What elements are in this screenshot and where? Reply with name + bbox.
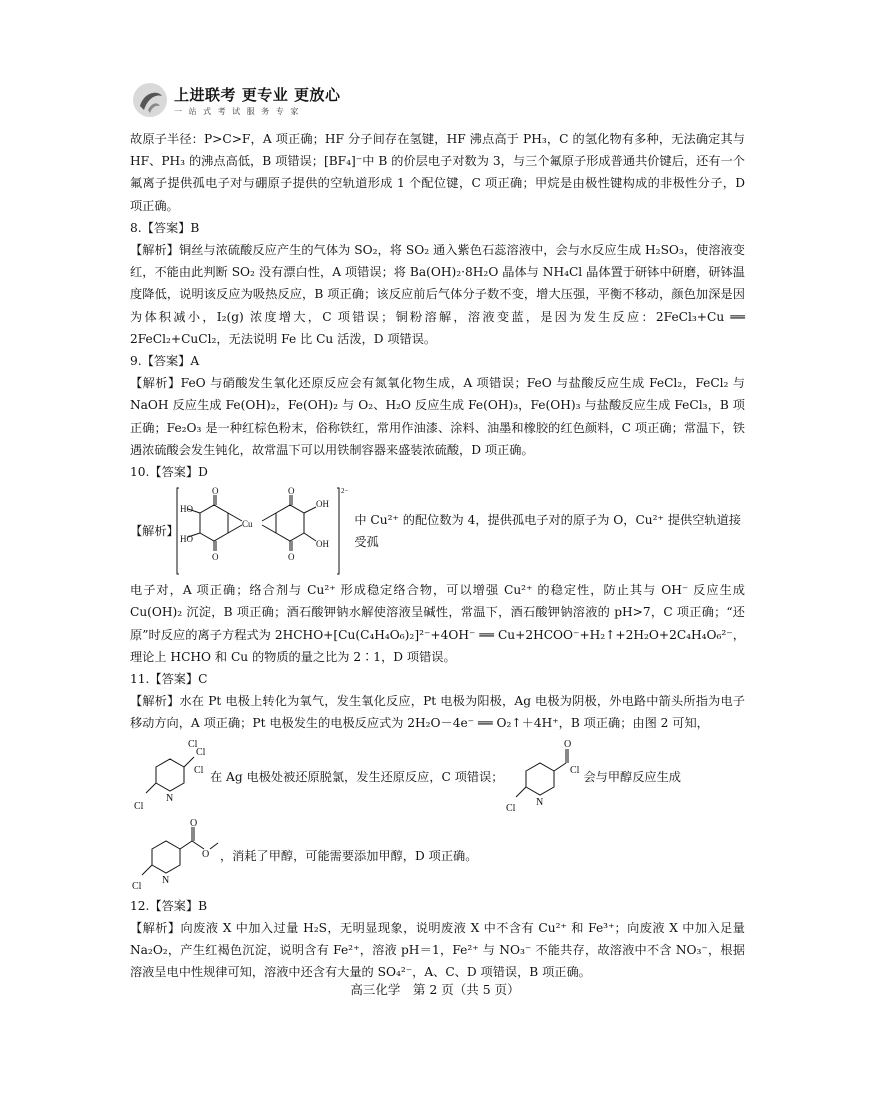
chlorine-label: Cl [505,802,515,814]
oxygen-label: O [212,486,219,497]
copper-tartrate-complex-structure [176,485,354,577]
q11-end-text: ，消耗了甲醇，可能需要添加甲醇，D 项正确。 [220,848,478,863]
hydroxyl-label: HO [180,504,194,515]
answer-q9: 9.【答案】A [130,354,200,369]
q11-ester-row [130,819,745,893]
answer-q12: 12.【答案】B [130,898,208,913]
copper-label: Cu [242,519,253,530]
q11-middle-text-2: 会与甲醇反应生成 [583,769,681,784]
chlorine-label: Cl [132,880,142,892]
trichloromethyl-chloropyridine-structure [130,737,210,817]
brand-tagline: 一 站 式 考 试 服 务 专 家 [174,107,301,116]
methyl-chloronicotinate-structure [130,819,220,893]
hydroxyl-label: OH [316,499,330,510]
nitrogen-label: N [166,792,174,804]
complex-charge: 2− [341,487,349,496]
hydroxyl-label: HO [180,534,194,545]
explanation-q11: 【解析】水在 Pt 电极上转化为氧气，发生氧化反应，Pt 电极为阳极，Ag 电极为阴极，外电路中箭头所指为电子移动方向，A 项正确；Pt 电极发生的电极反应式为 2H₂O－4e⁻ ══ O₂↑＋4H⁺，B 项正确；由图 2 可知， [130,694,745,731]
chlorine-label: Cl [188,738,198,750]
q10-after-structure: 中 Cu²⁺ 的配位数为 4，提供孤电子对的原子为 O，Cu²⁺ 提供空轨道接受孤 [354,513,741,550]
chloronicotinoyl-chloride-structure [504,737,584,817]
logo-icon [130,80,170,120]
explanation-q10: 电子对，A 项正确；络合剂与 Cu²⁺ 形成稳定络合物，可以增强 Cu²⁺ 的稳定性，防止其与 OH⁻ 反应生成 Cu(OH)₂ 沉淀，B 项正确；酒石酸钾钠水解使溶液呈碱性，常温下，酒石酸钾钠溶液的 pH>7，C 项正确；“还原”时反应的离子方程式为 2HCHO+[Cu(C₄H₄O₆)₂]²⁻+4OH⁻ ══ Cu+2HCOO⁻+H₂↑+2H₂O+2C₄H₄O₆²⁻，理论上 HCHO 和 Cu 的物质的量之比为 2∶1，D 项错误。 [130,583,745,664]
hydroxyl-label: OH [316,539,330,550]
oxygen-label: O [212,552,219,563]
explanation-q12: 【解析】向废液 X 中加入过量 H₂S，无明显现象，说明废液 X 中不含有 Cu²⁺ 和 Fe³⁺；向废液 X 中加入足量 Na₂O₂，产生红褐色沉淀，说明含有 Fe²⁺，溶液 pH＝1，Fe²⁺ 与 NO₃⁻ 不能共存，故溶液中不含 NO₃⁻，根据溶液呈电中性规律可知，溶液中还含有大量的 SO₄²⁻，A、C、D 项错误，B 项正确。 [130,920,745,980]
brand-slogan: 上进联考 更专业 更放心 [174,86,341,104]
oxygen-label: O [288,552,295,563]
chlorine-label: Cl [569,764,579,776]
answer-q10: 10.【答案】D [130,465,208,480]
page-content [130,128,745,983]
q10-structure-row [130,485,745,577]
oxygen-label: O [563,738,571,750]
answer-q8: 8.【答案】B [130,220,200,235]
chlorine-label: Cl [194,764,204,776]
chlorine-label: Cl [134,800,144,812]
answer-q11: 11.【答案】C [130,672,208,687]
header [130,80,470,126]
q11-middle-text-1: 在 Ag 电极处被还原脱氯，发生还原反应，C 项错误； [210,769,504,784]
explanation-q8: 【解析】铜丝与浓硫酸反应产生的气体为 SO₂，将 SO₂ 通入紫色石蕊溶液中，会与水反应生成 H₂SO₃，使溶液变红，不能由此判断 SO₂ 没有漂白性，A 项错误；将 Ba(OH)₂·8H₂O 晶体与 NH₄Cl 晶体置于研钵中研磨，研钵温度降低，说明该反应为吸热反应，B 项正确；该反应前后气体分子数不变，增大压强，平衡不移动，颜色加深是因为体积减小，I₂(g) 浓度增大，C 项错误；铜粉溶解，溶液变蓝，是因为发生反应：2FeCl₃+Cu ══ 2FeCl₂+CuCl₂，无法说明 Fe 比 Cu 活泼，D 项错误。 [130,243,745,346]
q10-label: 【解析】 [130,524,179,539]
chlorine-label: Cl [196,746,206,758]
paragraph-q7-tail: 故原子半径：P>C>F，A 项正确；HF 分子间存在氢键，HF 沸点高于 PH₃，C 的氢化物有多种，无法确定其与 HF、PH₃ 的沸点高低，B 项错误；[BF₄]⁻中 B 的价层电子对数为 3，与三个氟原子形成普通共价键后，还有一个氟离子提供孤电子对与硼原子提供的空轨道形成 1 个配位键，C 项正确；甲烷是由极性键构成的非极性分子，D 项正确。 [130,132,745,213]
explanation-q9: 【解析】FeO 与硝酸发生氧化还原反应会有氮氧化物生成，A 项错误；FeO 与盐酸反应生成 FeCl₂，FeCl₂ 与 NaOH 反应生成 Fe(OH)₂，Fe(OH)₂ 与 O₂、H₂O 反应生成 Fe(OH)₃，Fe(OH)₃ 与盐酸反应生成 FeCl₃，B 项正确；Fe₂O₃ 是一种红棕色粉末，俗称铁红，常用作油漆、涂料、油墨和橡胶的红色颜料，C 项正确；常温下，铁遇浓硫酸会发生钝化，故常温下可以用铁制容器来盛装浓硫酸，D 项正确。 [130,376,745,457]
oxygen-label: O [288,486,295,497]
q11-structure-row [130,737,745,817]
page-footer: 高三化学 第 2 页（共 5 页） [350,982,520,997]
nitrogen-label: N [162,874,170,886]
nitrogen-label: N [535,796,543,808]
oxygen-label: O [202,848,210,860]
oxygen-label: O [190,818,198,829]
